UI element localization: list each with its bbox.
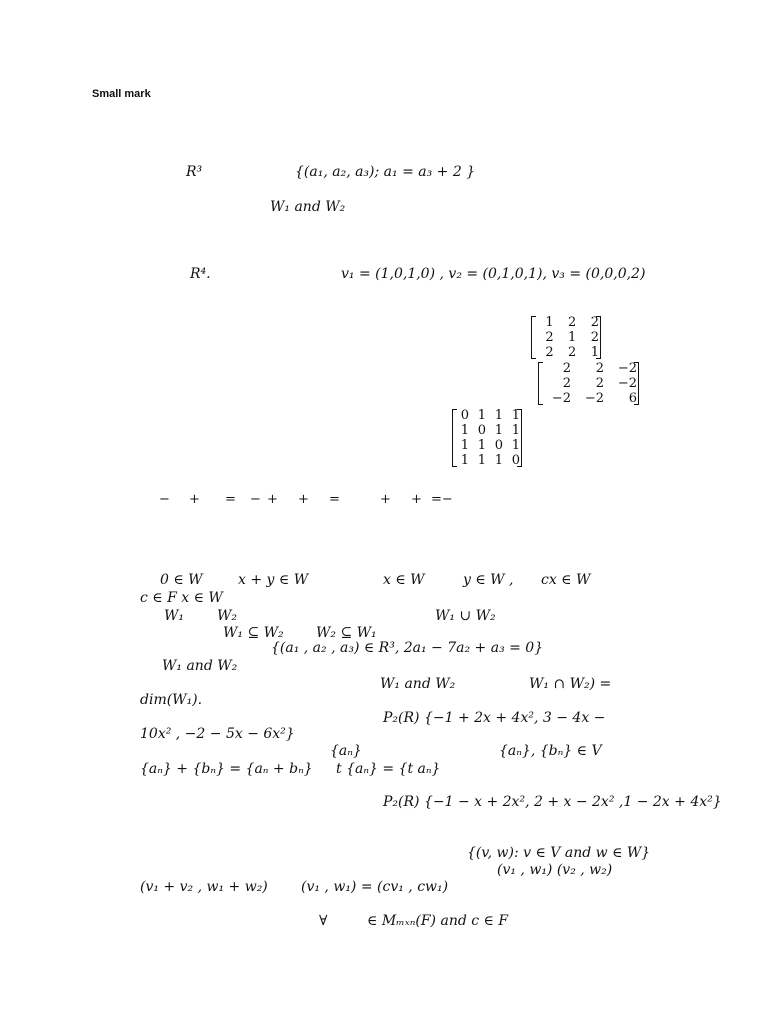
matrix-cell: 2 [590,330,599,345]
math-fragment: 10x² , −2 − 5x − 6x²} [140,726,295,742]
math-fragment: (v₁ , w₁) (v₂ , w₂) [497,862,613,878]
math-fragment: cx ∈ W [541,572,591,588]
matrix-cell: 2 [568,315,577,330]
operator-sign: + [411,492,422,507]
math-fragment: W₁ ⊆ W₂ [223,625,284,641]
math-fragment: {(v, w): v ∈ V and w ∈ W} [467,845,651,861]
math-fragment: {aₙ} + {bₙ} = {aₙ + bₙ} [140,761,313,777]
matrix-cell: 1 [494,408,503,423]
math-fragment: W₁ and W₂ [270,199,346,215]
math-fragment: v₁ = (1,0,1,0) , v₂ = (0,1,0,1), v₃ = (0,0,0,2) [341,266,646,282]
matrix-3x3-a [532,315,600,360]
forall-symbol: ∀ [319,913,328,929]
matrix-cell: −2 [617,376,637,391]
matrix-cell: 1 [494,423,503,438]
matrix-cell: 1 [545,315,554,330]
matrix-3x3-b [539,361,638,406]
math-fragment: x ∈ W [383,572,425,588]
math-fragment: {aₙ}, {bₙ} ∈ V [499,743,602,759]
operator-sign: + [298,492,309,507]
math-fragment: W₂ [217,608,238,624]
matrix-cell: 0 [477,423,486,438]
matrix-cell: 2 [545,345,554,360]
math-fragment: W₁ ∩ W₂) = [529,676,612,692]
math-fragment: x + y ∈ W [238,572,309,588]
math-fragment: W₁ ∪ W₂ [435,608,496,624]
math-fragment: {(a₁ , a₂ , a₃) ∈ R³, 2a₁ − 7a₂ + a₃ = 0} [271,640,544,656]
matrix-cell: 1 [460,453,469,468]
math-fragment: {aₙ} [330,743,362,759]
operator-sign: + [267,492,278,507]
operator-sign: − [250,492,261,507]
math-fragment: y ∈ W , [463,572,514,588]
operator-sign: = [329,492,340,507]
matrix-cell: 2 [562,361,571,376]
operator-sign: =− [431,492,453,507]
math-fragment: (v₁ , w₁) = (cv₁ , cw₁) [301,879,449,895]
math-fragment: t {aₙ} = {t aₙ} [336,761,441,777]
matrix-cell: 1 [494,453,503,468]
matrix-cell: 1 [460,438,469,453]
matrix-cell: 2 [595,376,604,391]
matrix-cell: 1 [511,438,520,453]
document-heading: Small mark [92,88,151,100]
math-fragment: R³ [186,164,203,180]
matrix-cell: 2 [590,315,599,330]
matrix-cell: 1 [511,423,520,438]
matrix-cell: 1 [477,453,486,468]
operator-sign: = [225,492,236,507]
operator-sign: + [189,492,200,507]
matrix-cell: 0 [494,438,503,453]
math-fragment: W₁ and W₂ [162,658,238,674]
math-fragment: (v₁ + v₂ , w₁ + w₂) [140,879,268,895]
matrix-cell: −2 [584,391,604,406]
matrix-cell: 1 [477,408,486,423]
matrix-cell: 2 [545,330,554,345]
matrix-cell: 2 [562,376,571,391]
math-fragment: R⁴. [190,266,211,282]
math-fragment: W₁ [164,608,185,624]
math-fragment: 0 ∈ W [160,572,203,588]
matrix-cell: 1 [511,408,520,423]
matrix-4x4 [453,408,521,468]
matrix-cell: 0 [511,453,520,468]
operator-sign: + [380,492,391,507]
matrix-cell: 1 [590,345,599,360]
math-fragment: W₂ ⊆ W₁ [316,625,377,641]
math-fragment: {(a₁, a₂, a₃); a₁ = a₃ + 2 } [295,164,476,180]
math-fragment: ∈ Mₘₓₙ(F) and c ∈ F [367,913,509,929]
math-fragment: P₂(R) {−1 − x + 2x², 2 + x − 2x² ,1 − 2x + 4x²} [383,794,722,810]
matrix-cell: 1 [568,330,577,345]
matrix-cell: 6 [628,391,637,406]
matrix-cell: −2 [617,361,637,376]
matrix-cell: 0 [460,408,469,423]
math-fragment: c ∈ F x ∈ W [140,590,223,606]
math-fragment: dim(W₁). [140,692,203,708]
math-fragment: P₂(R) {−1 + 2x + 4x², 3 − 4x − [383,710,606,726]
matrix-cell: 1 [460,423,469,438]
matrix-cell: −2 [551,391,571,406]
matrix-cell: 1 [477,438,486,453]
matrix-cell: 2 [568,345,577,360]
math-fragment: W₁ and W₂ [380,676,456,692]
matrix-cell: 2 [595,361,604,376]
operator-sign: − [159,492,170,507]
